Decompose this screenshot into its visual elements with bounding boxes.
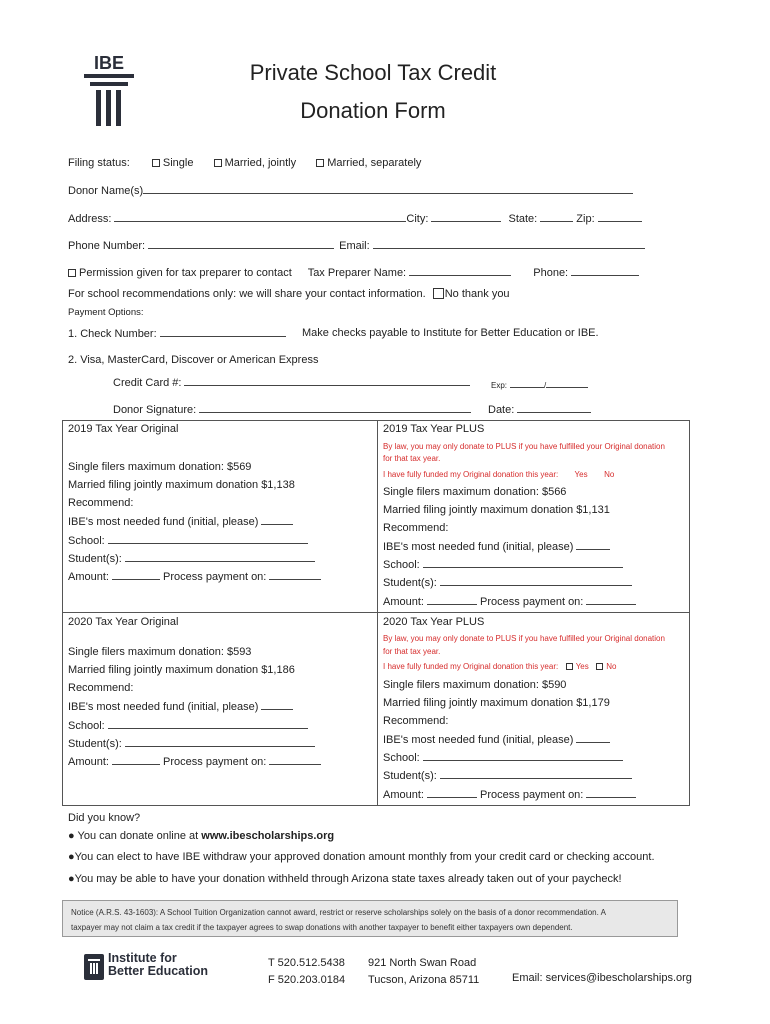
phone-label: Phone Number: (68, 240, 146, 252)
did-you-know-item2: ●You can elect to have IBE withdraw your approved donation amount monthly from your credit card or checking account. (68, 851, 655, 863)
2020-original-students-field[interactable] (125, 737, 315, 747)
city-field[interactable] (431, 212, 501, 222)
2019-plus-students-field[interactable] (440, 576, 632, 586)
preparer-field[interactable] (409, 266, 511, 276)
option-married-jointly: Married, jointly (224, 157, 297, 169)
2020-plus-school-row (383, 751, 623, 764)
preparer-label: Tax Preparer Name: (307, 267, 407, 279)
state-label: State: (508, 213, 538, 225)
2020-plus-single-max: Single filers maximum donation: $590 (383, 679, 567, 691)
recommend-row (68, 288, 510, 300)
fax-label: F (268, 974, 275, 986)
section-2020-plus-title: 2020 Tax Year PLUS (383, 616, 485, 628)
check-number-field[interactable] (160, 327, 286, 337)
2019-plus-process-label: Process payment on: (480, 596, 584, 608)
footer-org-line2: Better Education (108, 964, 209, 978)
exp-row: Exp: / (491, 378, 588, 390)
2019-original-amount-row (68, 570, 321, 583)
option-single: Single (162, 157, 194, 169)
2020-plus-amount-row (383, 788, 636, 801)
2019-original-ibe-fund-row (68, 515, 293, 528)
section-2020-original-title: 2020 Tax Year Original (68, 616, 179, 628)
footer-org-line1: Institute for (108, 951, 177, 965)
2019-plus-funded-label: I have fully funded my Original donation this year: (383, 470, 559, 479)
page-title-line2: Donation Form (300, 98, 446, 123)
2019-original-single-max: Single filers maximum donation: $569 (68, 461, 252, 473)
email-field[interactable] (373, 239, 645, 249)
footer-email-label: Email: (512, 972, 543, 984)
2019-plus-amount-field[interactable] (427, 595, 477, 605)
footer-address1: 921 North Swan Road (368, 957, 477, 969)
2019-plus-amount-label: Amount: (383, 596, 424, 608)
tel-number: 520.512.5438 (277, 957, 345, 969)
card-row (113, 376, 470, 389)
2020-plus-students-label: Student(s): (383, 770, 437, 782)
2020-original-amount-row (68, 755, 321, 768)
2020-original-ibe-fund-row (68, 700, 293, 713)
2020-plus-no-checkbox[interactable] (596, 663, 603, 670)
2019-original-school-label: School: (68, 535, 105, 547)
2020-plus-amount-field[interactable] (427, 788, 477, 798)
table-divider-horizontal (62, 612, 690, 613)
exp-label: Exp: (491, 381, 508, 390)
filing-status-row (68, 157, 421, 169)
address-label: Address: (68, 213, 112, 225)
footer-phones (268, 955, 345, 989)
checkbox-married-separately[interactable] (316, 159, 324, 167)
footer-address (368, 955, 479, 989)
filing-status-label: Filing status: (68, 157, 130, 169)
2019-plus-note: By law, you may only donate to PLUS if you have fulfilled your Original donation (383, 442, 665, 451)
did-you-know-heading: Did you know? (68, 812, 141, 824)
2019-original-ibe-fund-field[interactable] (261, 515, 293, 525)
did-you-know-item1 (68, 830, 334, 842)
2020-original-ibe-fund-field[interactable] (261, 700, 293, 710)
2019-original-ibe-fund-label: IBE's most needed fund (initial, please) (68, 516, 259, 528)
2020-original-recommend: Recommend: (68, 682, 134, 694)
2020-original-students-row (68, 737, 315, 750)
2019-plus-no[interactable]: No (604, 470, 615, 479)
2020-original-married-max: Married filing jointly maximum donation $1,186 (68, 664, 295, 676)
2019-original-students-row (68, 552, 315, 565)
exp-month-field[interactable] (510, 378, 544, 388)
page-title-line1: Private School Tax Credit (249, 60, 497, 85)
2020-plus-no: No (606, 662, 617, 671)
2020-plus-funded-row (383, 662, 616, 671)
2020-plus-yes-checkbox[interactable] (566, 663, 573, 670)
2020-original-process-label: Process payment on: (163, 756, 267, 768)
card-heading: 2. Visa, MasterCard, Discover or American Express (68, 354, 319, 366)
2020-plus-funded-label: I have fully funded my Original donation this year: (383, 662, 559, 671)
2019-original-school-row (68, 534, 308, 547)
2019-plus-students-label: Student(s): (383, 577, 437, 589)
2019-plus-single-max: Single filers maximum donation: $566 (383, 486, 567, 498)
2020-plus-ibe-fund-row (383, 733, 610, 746)
2020-plus-process-label: Process payment on: (480, 789, 584, 801)
2019-plus-school-row (383, 558, 623, 571)
section-2019-plus-title: 2019 Tax Year PLUS (383, 423, 485, 435)
permission-row (68, 266, 639, 279)
2020-plus-amount-label: Amount: (383, 789, 424, 801)
checkbox-no-thanks[interactable] (433, 288, 444, 299)
2020-original-school-row (68, 719, 308, 732)
2020-original-amount-label: Amount: (68, 756, 109, 768)
address-row (68, 212, 642, 225)
2020-plus-ibe-fund-field[interactable] (576, 733, 610, 743)
2020-original-amount-field[interactable] (112, 755, 160, 765)
donor-name-row (68, 184, 633, 197)
svg-text:IBE: IBE (93, 53, 125, 73)
option-married-separately: Married, separately (327, 157, 422, 169)
payable-text: Make checks payable to Institute for Better Education or IBE. (302, 327, 599, 339)
checkbox-single[interactable] (152, 159, 160, 167)
2020-plus-married-max: Married filing jointly maximum donation $1,179 (383, 697, 610, 709)
no-thanks-label: No thank you (444, 288, 510, 300)
recommend-bold: For school recommendations only: (68, 288, 237, 300)
preparer-phone-label: Phone: (533, 267, 569, 279)
card-number-field[interactable] (184, 376, 470, 386)
legal-notice (62, 900, 678, 937)
footer-address2: Tucson, Arizona 85711 (368, 974, 480, 986)
2019-plus-school-field[interactable] (423, 558, 623, 568)
fax-number: 520.203.0184 (277, 974, 346, 986)
2019-original-amount-label: Amount: (68, 571, 109, 583)
2020-original-school-field[interactable] (108, 719, 308, 729)
2020-plus-note2: for that tax year. (383, 647, 441, 656)
2020-original-school-label: School: (68, 720, 105, 732)
2020-plus-yes: Yes (575, 662, 589, 671)
2019-plus-ibe-fund-row (383, 540, 610, 553)
zip-label: Zip: (576, 213, 595, 225)
phone-email-row (68, 239, 645, 252)
card-label: Credit Card #: (113, 377, 182, 389)
permission-label: Permission given for tax preparer to contact (79, 267, 292, 279)
donor-name-label: Donor Name(s) (68, 185, 144, 197)
2019-original-process-field[interactable] (269, 570, 321, 580)
exp-year-field[interactable] (546, 378, 588, 388)
2020-plus-process-field[interactable] (586, 788, 636, 798)
payment-heading: Payment Options: (68, 307, 144, 318)
state-field[interactable] (540, 212, 573, 222)
footer-logo-icon (84, 954, 104, 980)
2019-plus-process-field[interactable] (586, 595, 636, 605)
2020-plus-note: By law, you may only donate to PLUS if you have fulfilled your Original donation (383, 634, 665, 643)
2019-original-recommend: Recommend: (68, 497, 134, 509)
2020-plus-ibe-fund-label: IBE's most needed fund (initial, please) (383, 734, 574, 746)
date-row (488, 403, 591, 416)
2020-plus-school-field[interactable] (423, 751, 623, 761)
address-field[interactable] (114, 212, 406, 222)
recommend-text: we will share your contact information. (239, 288, 426, 300)
checkbox-permission[interactable] (68, 269, 76, 277)
donate-online-link[interactable]: www.ibescholarships.org (201, 830, 335, 842)
2019-original-students-label: Student(s): (68, 553, 122, 565)
2019-plus-students-row (383, 576, 632, 589)
ibe-logo (80, 52, 138, 132)
2019-original-school-field[interactable] (108, 534, 308, 544)
2019-original-married-max: Married filing jointly maximum donation $1,138 (68, 479, 295, 491)
table-divider-vertical (377, 420, 378, 806)
2020-original-single-max: Single filers maximum donation: $593 (68, 646, 252, 658)
2020-original-process-field[interactable] (269, 755, 321, 765)
check-row (68, 327, 286, 340)
signature-label: Donor Signature: (113, 404, 197, 416)
city-label: City: (406, 213, 429, 225)
signature-row (113, 403, 471, 416)
footer-email-row (512, 972, 692, 984)
2019-original-process-label: Process payment on: (163, 571, 267, 583)
2019-original-amount-field[interactable] (112, 570, 160, 580)
2020-original-ibe-fund-label: IBE's most needed fund (initial, please) (68, 701, 259, 713)
signature-field[interactable] (199, 403, 471, 413)
preparer-phone-field[interactable] (571, 266, 639, 276)
2019-plus-ibe-fund-field[interactable] (576, 540, 610, 550)
section-2019-original-title: 2019 Tax Year Original (68, 423, 179, 435)
2019-plus-school-label: School: (383, 559, 420, 571)
phone-field[interactable] (148, 239, 334, 249)
2020-original-students-label: Student(s): (68, 738, 122, 750)
2019-plus-ibe-fund-label: IBE's most needed fund (initial, please) (383, 541, 574, 553)
footer-org-name (108, 952, 208, 978)
2019-original-students-field[interactable] (125, 552, 315, 562)
checkbox-married-jointly[interactable] (214, 159, 222, 167)
did-you-know-item1-prefix: ● You can donate online at (68, 830, 202, 842)
footer-email[interactable]: services@ibescholarships.org (545, 972, 692, 984)
2019-plus-note2: for that tax year. (383, 454, 441, 463)
donor-name-field[interactable] (143, 184, 633, 194)
2020-plus-school-label: School: (383, 752, 420, 764)
legal-notice-line2: taxpayer may not claim a tax credit if the taxpayer agrees to swap donations with another taxpayer to benefit either taxpayers own dependent. (71, 923, 573, 932)
2019-plus-recommend: Recommend: (383, 522, 449, 534)
2019-plus-married-max: Married filing jointly maximum donation $1,131 (383, 504, 610, 516)
email-label: Email: (339, 240, 370, 252)
2020-plus-students-row (383, 769, 632, 782)
2019-plus-amount-row (383, 595, 636, 608)
2020-plus-students-field[interactable] (440, 769, 632, 779)
2019-plus-funded-row (383, 470, 614, 479)
did-you-know-item3: ●You may be able to have your donation withheld through Arizona state taxes already taken out of your paycheck! (68, 873, 622, 885)
date-label: Date: (488, 404, 515, 416)
check-label: 1. Check Number: (68, 328, 157, 340)
tel-label: T (268, 957, 275, 969)
legal-notice-line1: Notice (A.R.S. 43-1603): A School Tuition Organization cannot award, restrict or reserve scholarships solely on the basis of a donor recommendation. A (71, 908, 606, 917)
date-field[interactable] (517, 403, 591, 413)
zip-field[interactable] (598, 212, 642, 222)
2020-plus-recommend: Recommend: (383, 715, 449, 727)
2019-plus-yes[interactable]: Yes (574, 470, 588, 479)
